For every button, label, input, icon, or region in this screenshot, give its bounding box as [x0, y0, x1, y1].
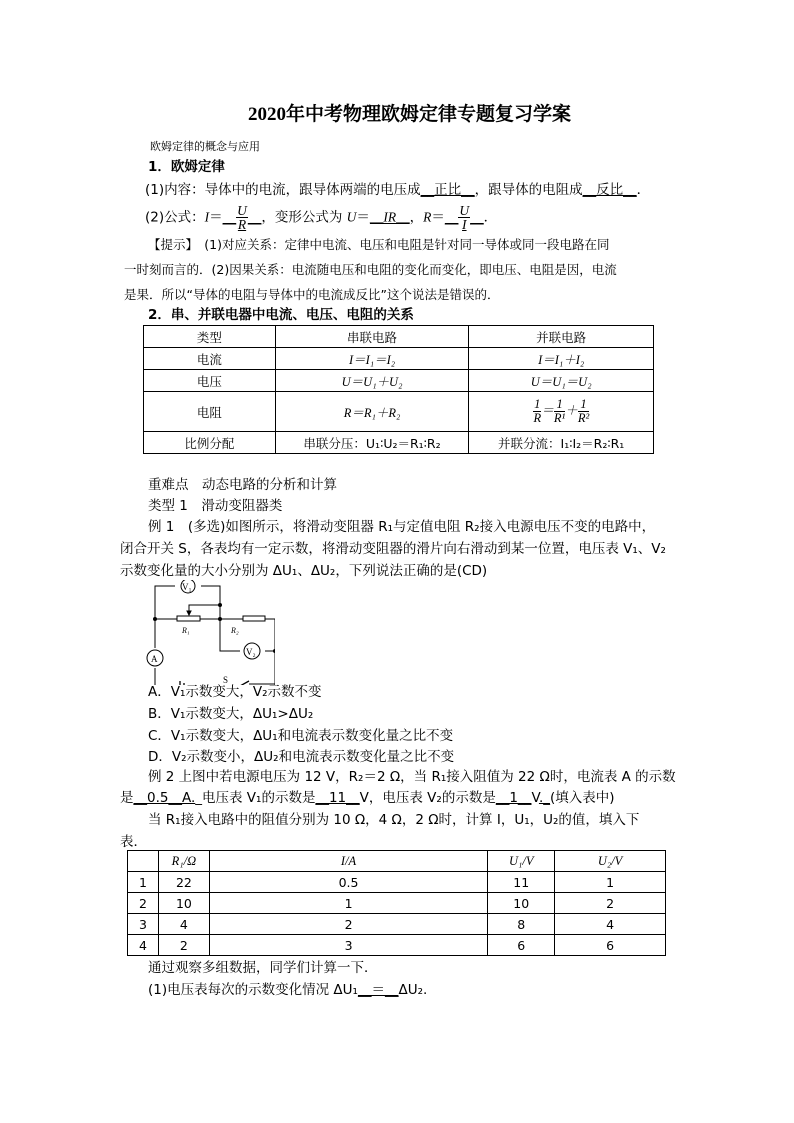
cell: 2 — [158, 935, 209, 956]
example2-line — [148, 768, 676, 786]
option-a: A．V₁示数变大，V₂示数不变 — [148, 684, 322, 700]
answer-blank: __正比__ — [420, 182, 475, 198]
cell: 4 — [128, 935, 159, 956]
text: ，跟导体的电阻成 — [474, 182, 583, 198]
row-label: 电流 — [144, 348, 276, 370]
den: R² — [577, 411, 590, 425]
den: R — [237, 217, 247, 232]
table-row — [128, 935, 666, 956]
page-title: 2020年中考物理欧姆定律专题复习学案 — [248, 104, 572, 125]
var: R — [423, 209, 432, 225]
header-cell: U₁/V — [488, 851, 555, 872]
cell: 10 — [158, 893, 209, 914]
example-line: 例 1 (多选)如图所示，将滑动变阻器 R₁与定值电阻 R₂接入电源电压不变的电路中， — [148, 519, 656, 535]
text: ΔU₂. — [398, 982, 428, 998]
den: R — [533, 411, 542, 425]
cell: 串联分压：U₁∶U₂＝R₁∶R₂ — [275, 432, 469, 454]
text: 是 — [120, 790, 134, 806]
var: I — [204, 209, 210, 225]
example2-line — [120, 789, 615, 807]
after-line — [148, 981, 427, 999]
num: 1 — [534, 397, 541, 411]
text: (1)电压表每次的示数变化情况 ΔU₁ — [148, 982, 358, 998]
cell: 2 — [555, 893, 666, 914]
tip-line: 一时刻而言的．(2)因果关系：电流随电压和电阻的变化而变化，即电压、电阻是因，电流 — [124, 262, 617, 277]
num: 1 — [554, 398, 565, 412]
num: 1 — [578, 398, 589, 412]
eq: ＝ — [209, 209, 223, 226]
eq: ＝ — [356, 209, 370, 226]
option-b: B．V₁示数变大，ΔU₁>ΔU₂ — [148, 706, 314, 722]
voltmeter-v2-label: V₂ — [246, 647, 256, 657]
text: (1)内容：导体中的电流，跟导体两端的电压成 — [145, 182, 421, 198]
data-table — [127, 850, 666, 956]
table-row — [128, 872, 666, 893]
cell: 10 — [488, 893, 555, 914]
formula-label: (2)公式： — [145, 209, 205, 226]
cell: R＝R₁＋R₂ — [275, 392, 469, 432]
type-heading: 类型 1 滑动变阻器类 — [148, 498, 283, 514]
num: U — [459, 203, 470, 218]
header-cell: I/A — [209, 851, 487, 872]
option-c: C．V₁示数变大，ΔU₁和电流表示数变化量之比不变 — [148, 728, 454, 744]
cell: 4 — [555, 914, 666, 935]
text: V，电压表 V₂的示数是 — [359, 790, 496, 806]
cell: 0.5 — [209, 872, 487, 893]
answer: __IR__ — [369, 209, 410, 225]
table-row — [128, 893, 666, 914]
cell: I＝I₁＋I₂ — [469, 348, 654, 370]
text: _电压表 V₁的示数是 — [195, 790, 316, 806]
example-line: 闭合开关 S，各表均有一定示数，将滑动变阻器的滑片向右滑动到某一位置，电压表 V₁、V₂ — [120, 541, 666, 557]
num: U — [237, 203, 247, 218]
den: I — [462, 217, 467, 232]
cell: U＝U₁＋U₂ — [275, 370, 469, 392]
example2-line — [120, 833, 147, 851]
subtitle: 欧姆定律的概念与应用 — [150, 140, 260, 153]
text: 当 R₁接入电路中的阻值分别为 10 Ω，4 Ω，2 Ω时，计算 I，U₁，U₂的值，填入下 — [148, 812, 640, 828]
row-label: 电压 — [144, 370, 276, 392]
header-cell: R₁/Ω — [158, 851, 209, 872]
section-heading: 1．欧姆定律 — [148, 159, 225, 175]
var: U — [346, 209, 357, 225]
cell: 3 — [209, 935, 487, 956]
row-label: 比例分配 — [144, 432, 276, 454]
den: R¹ — [553, 411, 566, 425]
circuit-relations-table — [143, 325, 654, 454]
fraction — [458, 204, 470, 231]
cell: 8 — [488, 914, 555, 935]
cell: 6 — [488, 935, 555, 956]
after-line — [148, 959, 378, 977]
section-heading: 2．串、并联电器中电流、电压、电阻的关系 — [148, 307, 414, 323]
answer-blank: __＝__ — [357, 982, 399, 998]
row-label: 电阻 — [144, 392, 276, 432]
fraction — [236, 204, 248, 231]
r1-label: R₁ — [182, 626, 190, 635]
header-cell — [128, 851, 159, 872]
tip-line: 是果．所以“导体的电阻与导体中的电流成反比”这个说法是错误的． — [124, 287, 500, 302]
text: 通过观察多组数据，同学们计算一下． — [148, 960, 378, 976]
table-row — [128, 914, 666, 935]
cell: 4 — [158, 914, 209, 935]
table-header — [128, 851, 666, 872]
voltmeter-v1-label: V₁ — [182, 582, 192, 592]
text: 例 2 上图中若电源电压为 12 V，R₂＝2 Ω，当 R₁接入阻值为 22 Ω时，电流表 A 的示数 — [148, 769, 676, 785]
cell: 1 — [209, 893, 487, 914]
text: ． — [483, 209, 498, 226]
ohm-law-formula: (2)公式：I＝__ $\frac{U}{R}$ __，变形公式为 U＝__IR__，R＝__ $\frac{U}{I}$ __． — [145, 203, 498, 232]
cell: 1 — [128, 872, 159, 893]
cell: 2 — [209, 914, 487, 935]
answer-blank: __1__ — [495, 790, 532, 806]
ohm-law-content — [145, 181, 650, 199]
cell — [469, 392, 654, 432]
text: (填入表中) — [549, 790, 615, 806]
cell: U＝U₁＝U₂ — [469, 370, 654, 392]
text: ． — [636, 182, 651, 198]
answer-blank: __11__ — [315, 790, 360, 806]
header-cell: 类型 — [144, 326, 276, 348]
text: ，变形公式为 — [261, 209, 347, 226]
eq: ＝ — [431, 209, 445, 226]
cell: 3 — [128, 914, 159, 935]
text: 表． — [120, 834, 147, 850]
plus: ＋ — [565, 403, 578, 418]
cell: 6 — [555, 935, 666, 956]
answer-blank: __反比__ — [582, 182, 637, 198]
cell: 2 — [128, 893, 159, 914]
cell: 并联分流：I₁∶I₂＝R₂∶R₁ — [469, 432, 654, 454]
r2-label: R₂ — [231, 626, 239, 635]
ammeter-label: A — [151, 654, 158, 664]
answer-blank: ._ — [538, 790, 550, 806]
eq: ＝ — [541, 403, 554, 418]
tip-line: 【提示】 (1)对应关系：定律中电流、电压和电阻是针对同一导体或同一段电路在同 — [148, 237, 610, 252]
text: V — [531, 790, 539, 806]
circuit-diagram — [145, 580, 275, 685]
switch-label: S — [223, 675, 229, 685]
example2-line — [148, 811, 639, 829]
cell: 1 — [555, 872, 666, 893]
cell: 22 — [158, 872, 209, 893]
cell: I＝I₁＝I₂ — [275, 348, 469, 370]
example-line: 示数变化量的大小分别为 ΔU₁、ΔU₂，下列说法正确的是(CD) — [120, 563, 488, 579]
header-cell: U₂/V — [555, 851, 666, 872]
header-cell: 并联电路 — [469, 326, 654, 348]
option-d: D．V₂示数变小，ΔU₂和电流表示数变化量之比不变 — [148, 749, 455, 765]
key-point-heading: 重难点 动态电路的分析和计算 — [148, 477, 337, 493]
cell: 11 — [488, 872, 555, 893]
answer-blank: __0.5__A. — [133, 790, 196, 806]
header-cell: 串联电路 — [275, 326, 469, 348]
